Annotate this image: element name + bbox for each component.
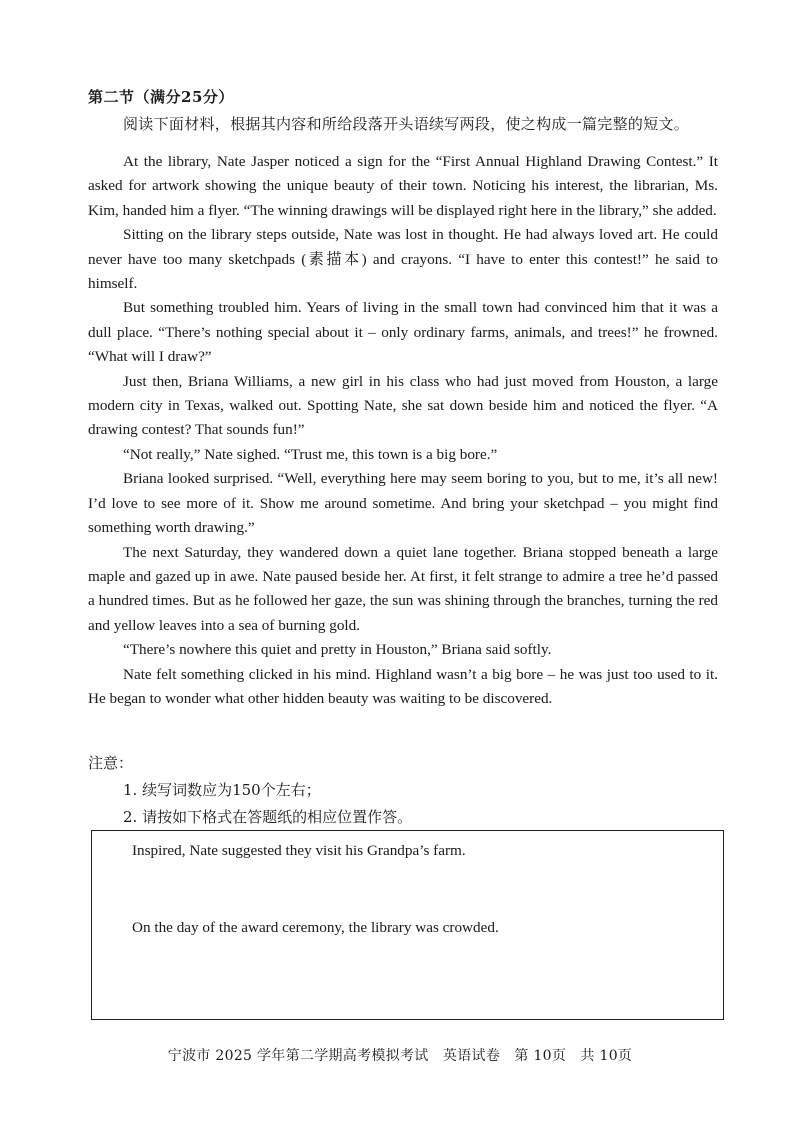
passage-paragraph: Sitting on the library steps outside, Nate was lost in thought. He had always loved art. He could never have too many sketchpads (素描本) and crayons. “I have to enter this contest!” he said to himself. xyxy=(88,226,718,293)
paragraph-1-opening: Inspired, Nate suggested they visit his Grandpa’s farm. xyxy=(132,842,466,859)
passage-paragraph: “There’s nowhere this quiet and pretty in Houston,” Briana said softly. xyxy=(123,641,552,659)
instruction-text: 阅读下面材料，根据其内容和所给段落开头语续写两段，使之构成一篇完整的短文。 xyxy=(123,115,690,133)
notes-title: 注意： xyxy=(88,754,134,772)
passage-paragraph: “Not really,” Nate sighed. “Trust me, this town is a big bore.” xyxy=(123,445,498,463)
paragraph-2-opening: On the day of the award ceremony, the library was crowded. xyxy=(132,919,499,936)
note-item: 2. 请按如下格式在答题纸的相应位置作答。 xyxy=(123,808,413,826)
note-item: 1. 续写词数应为150个左右； xyxy=(123,781,321,799)
passage-paragraph: The next Saturday, they wandered down a quiet lane together. Briana stopped beneath a large maple and gazed up in awe. Nate paused beside her. At first, it felt strange to admire a tree he’d passed a hundred times. But as he followed her gaze, the sun was shining through the branches, turning the red and yellow leaves into a sea of burning gold. xyxy=(88,543,718,634)
passage-paragraph: But something troubled him. Years of living in the small town had convinced him that it was a dull place. “There’s nothing special about it – only ordinary farms, animals, and trees!” he frowned. “What will I draw?” xyxy=(88,299,718,366)
reading-passage xyxy=(88,150,718,711)
passage-paragraph: Nate felt something clicked in his mind. Highland wasn’t a big bore – he was just too used to it. He began to wonder what other hidden beauty was waiting to be discovered. xyxy=(88,665,718,707)
page-footer: 宁波市 2025 学年第二学期高考模拟考试 英语试卷 第 10页 共 10页 xyxy=(167,1048,633,1064)
passage-paragraph: Briana looked surprised. “Well, everything here may seem boring to you, but to me, it’s all new! I’d love to see more of it. Show me around sometime. And bring your sketchpad – you might find something worth drawing.” xyxy=(88,470,718,537)
section-title: 第二节（满分25分） xyxy=(88,88,234,106)
passage-paragraph: Just then, Briana Williams, a new girl in his class who had just moved from Houston, a large modern city in Texas, walked out. Spotting Nate, she sat down beside him and noticed the flyer. “A drawing contest? That sounds fun!” xyxy=(88,372,718,439)
answer-box xyxy=(91,830,724,1020)
passage-paragraph: At the library, Nate Jasper noticed a sign for the “First Annual Highland Drawing Contest.” It asked for artwork showing the unique beauty of their town. Noticing his interest, the librarian, Ms. Kim, handed him a flyer. “The winning drawings will be displayed right here in the library,” she added. xyxy=(88,153,718,219)
